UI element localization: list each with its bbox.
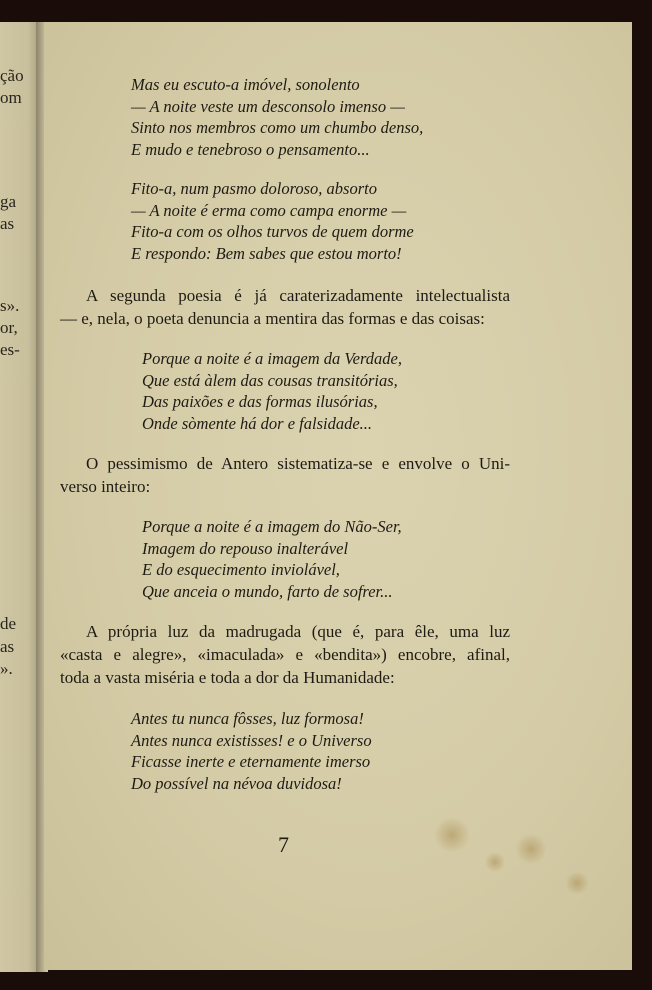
prose-line: toda a vasta miséria e toda a dor da Humanidade: (60, 668, 395, 687)
prose-line: verso inteiro: (60, 477, 151, 496)
verse-line: Onde sòmente há dor e falsidade... (142, 413, 373, 433)
poem-stanza-1 (131, 74, 423, 160)
verse-line: Ficasse inerte e eternamente imerso (131, 752, 371, 771)
paragraph-2 (60, 452, 510, 498)
paper-stain (514, 834, 548, 864)
verse-line: E respondo: Bem sabes que estou morto! (131, 243, 402, 263)
prose-line: A segunda poesia é já caraterizadamente intelectualista (86, 286, 510, 305)
prose-line: «casta e alegre», «imaculada» e «bendita») encobre, afinal, (60, 645, 510, 664)
left-fragment: es- (0, 340, 20, 359)
verse-line: Fito-a, num pasmo doloroso, absorto (131, 179, 377, 198)
left-fragment: ». (0, 659, 13, 678)
verse-line: Antes nunca existisses! e o Universo (131, 730, 372, 750)
poem-stanza-5 (131, 708, 372, 794)
left-fragment: ga (0, 192, 17, 211)
verse-line: Fito-a com os olhos turvos de quem dorme (131, 222, 414, 241)
verse-line: Porque a noite é a imagem da Verdade, (142, 349, 402, 368)
left-fragment: s». (0, 296, 20, 315)
verse-line: Das paixões e das formas ilusórias, (142, 392, 378, 411)
poem-stanza-4 (142, 516, 402, 602)
paper-stain (564, 872, 590, 894)
page-number: 7 (278, 832, 289, 857)
prose-line: A própria luz da madrugada (que é, para êle, uma luz (86, 622, 510, 641)
verse-line: Antes tu nunca fôsses, luz formosa! (131, 709, 364, 728)
verse-line: Porque a noite é a imagem do Não-Ser, (142, 517, 402, 536)
left-fragment: ção (0, 66, 24, 85)
left-page-edge (0, 22, 40, 972)
paper-stain (484, 852, 506, 872)
paper-stain (432, 818, 472, 852)
paragraph-1 (60, 284, 510, 330)
verse-line: Sinto nos membros como um chumbo denso, (131, 118, 424, 137)
book-page (44, 22, 632, 970)
verse-line: — A noite é erma como campa enorme — (131, 200, 407, 220)
verse-line: Mas eu escuto-a imóvel, sonolento (131, 75, 360, 94)
verse-line: Que anceia o mundo, farto de sofrer... (142, 581, 393, 601)
background-edge (632, 22, 652, 972)
verse-line: Do possível na névoa duvidosa! (131, 773, 342, 793)
verse-line: Imagem do repouso inalterável (142, 538, 349, 558)
left-fragment: om (0, 88, 22, 107)
left-fragment: as (0, 637, 15, 656)
left-fragment: as (0, 214, 15, 233)
prose-line: — e, nela, o poeta denuncia a mentira das formas e das coisas: (60, 309, 485, 328)
left-fragment: or, (0, 318, 18, 337)
paragraph-3 (60, 620, 510, 689)
left-fragment: de (0, 614, 17, 633)
prose-line: O pessimismo de Antero sistematiza-se e envolve o Uni- (86, 454, 510, 473)
verse-line: Que está àlem das cousas transitórias, (142, 370, 398, 390)
verse-line: — A noite veste um desconsolo imenso — (131, 96, 405, 116)
verse-line: E mudo e tenebroso o pensamento... (131, 139, 370, 159)
poem-stanza-3 (142, 348, 402, 434)
verse-line: E do esquecimento inviolável, (142, 560, 340, 579)
poem-stanza-2 (131, 178, 414, 264)
